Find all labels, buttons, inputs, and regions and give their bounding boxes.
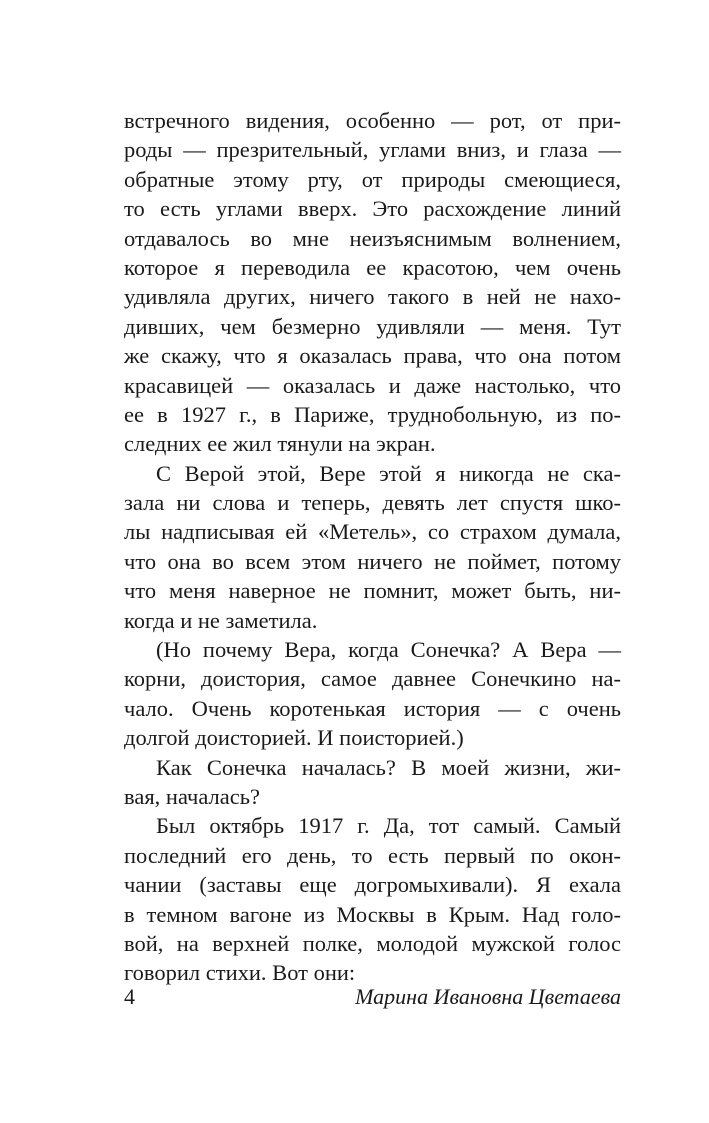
text-line: вая, началась?	[124, 783, 260, 809]
paragraph-first-line: Был октябрь 1917 г. Да, тот самый. Самый	[156, 813, 621, 839]
text-line: встречного видения, особенно — рот, от при-	[124, 108, 621, 133]
text-line: которое я переводила ее красотою, чем очень	[124, 254, 621, 280]
text-line: красавицей — оказалась и даже настолько, что	[124, 372, 621, 398]
page-footer	[124, 984, 621, 1014]
text-line: дивших, чем безмерно удивляли — меня. Тут	[124, 313, 621, 339]
text-line: же скажу, что я оказалась права, что она потом	[124, 343, 621, 369]
text-line: когда и не заметила.	[124, 607, 318, 633]
running-title: Марина Ивановна Цветаева	[355, 984, 621, 1009]
text-line: корни, доистория, самое давнее Сонечкино на-	[124, 666, 621, 692]
text-line: удивляла других, ничего такого в ней не нахо-	[124, 284, 621, 310]
text-line: что меня наверное не помнит, может быть, ни-	[124, 578, 621, 604]
text-line: чании (заставы еще догромыхивали). Я ехала	[124, 872, 621, 898]
text-line: лы надписывая ей «Метель», со страхом думала,	[124, 519, 621, 545]
text-line: следних ее жил тянули на экран.	[124, 431, 436, 457]
text-line: роды — презрительный, углами вниз, и глаза —	[124, 137, 621, 163]
text-line: последний его день, то есть первый по окон-	[124, 842, 621, 868]
text-line: долгой доисторией. И поисторией.)	[124, 725, 464, 751]
text-line: ее в 1927 г., в Париже, труднобольную, из по-	[124, 401, 621, 427]
paragraph-first-line: Как Сонечка началась? В моей жизни, жи-	[156, 754, 621, 780]
text-line: зала ни слова и теперь, девять лет спустя шко-	[124, 490, 621, 516]
paragraph-first-line: (Но почему Вера, когда Сонечка? А Вера —	[156, 637, 621, 663]
text-line: то есть углами вверх. Это расхождение линий	[124, 196, 621, 222]
text-line: что она во всем этом ничего не поймет, потому	[124, 548, 621, 574]
body-text	[124, 106, 621, 988]
text-line: чало. Очень коротенькая история — с очень	[124, 695, 621, 721]
text-line: вой, на верхней полке, молодой мужской голос	[124, 930, 621, 956]
text-line: обратные этому рту, от природы смеющиеся,	[124, 166, 621, 192]
text-line: отдавалось во мне неизъяснимым волнением,	[124, 225, 621, 251]
page-number: 4	[124, 984, 135, 1009]
text-line: в темном вагоне из Москвы в Крым. Над голо-	[124, 901, 621, 927]
text-line: говорил стихи. Вот они:	[124, 960, 356, 986]
paragraph-first-line: С Верой этой, Вере этой я никогда не ска-	[156, 460, 621, 486]
